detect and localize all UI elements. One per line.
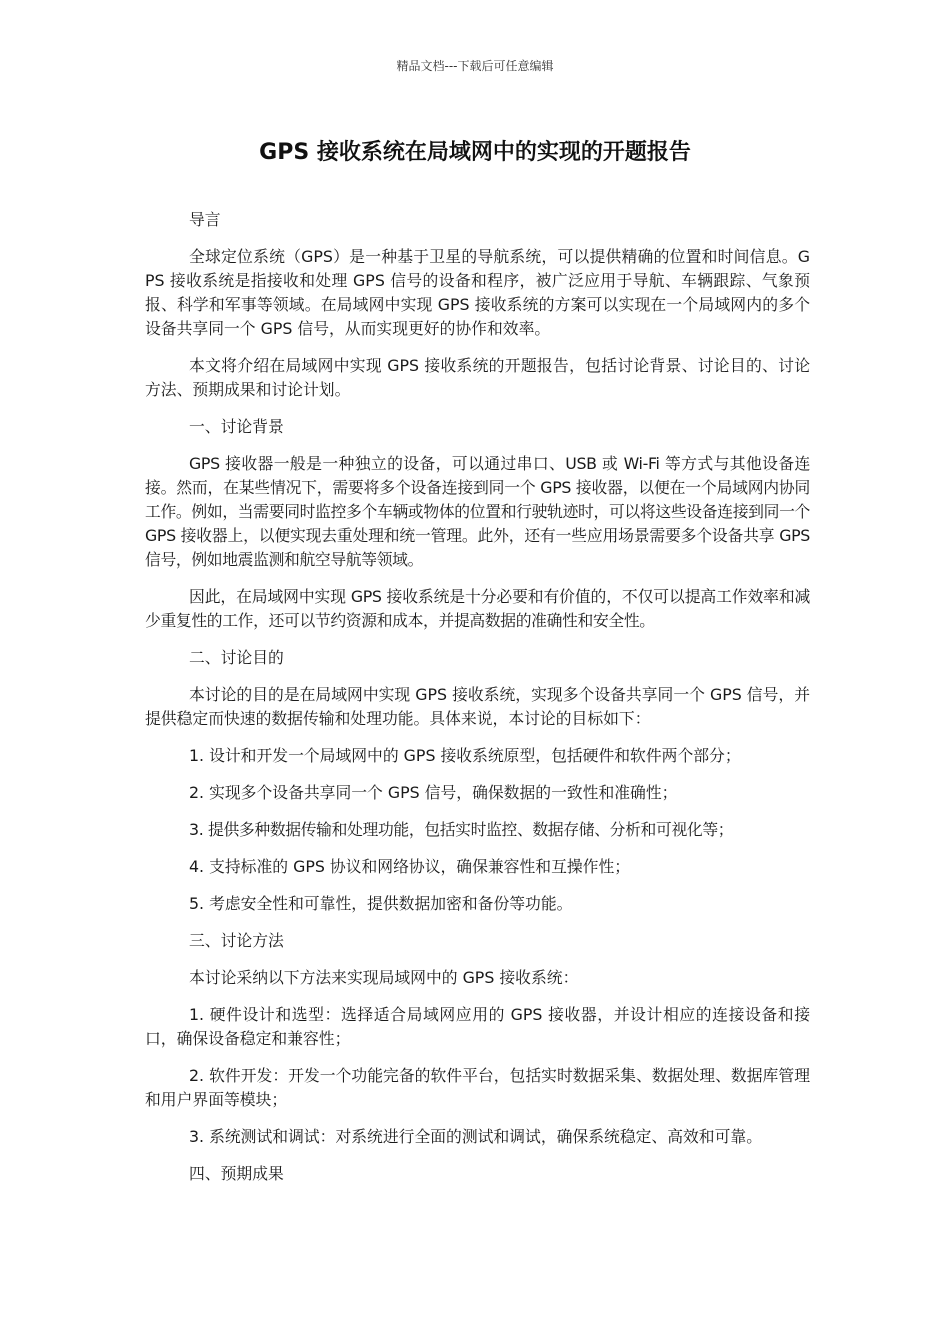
list-item-method-2: 2. 软件开发：开发一个功能完备的软件平台，包括实时数据采集、数据处理、数据库管理和用户界面等模块； [145, 1066, 810, 1109]
list-item-method-1: 1. 硬件设计和选型：选择适合局域网应用的 GPS 接收器，并设计相应的连接设备和接口，确保设备稳定和兼容性； [145, 1005, 810, 1048]
paragraph-background: GPS 接收器一般是一种独立的设备，可以通过串口、USB 或 Wi-Fi 等方式与其他设备连接。然而，在某些情况下，需要将多个设备连接到同一个 GPS 接收器，以便在一个局域网内协同工作。例如，当需要同时监控多个车辆或物体的位置和行驶轨迹时，可以将这些设备连接到同一个 GPS 接收器上，以便实现去重处理和统一管理。此外，还有一些应用场景需要多个设备共享 GPS 信号，例如地震监测和航空导航等领域。 [145, 454, 810, 569]
page-header: 精品文档---下载后可任意编辑 [396, 59, 554, 73]
section-heading-purpose: 二、讨论目的 [189, 648, 284, 667]
list-item-goal-2: 2. 实现多个设备共享同一个 GPS 信号，确保数据的一致性和准确性； [189, 783, 678, 802]
list-item-goal-4: 4. 支持标准的 GPS 协议和网络协议，确保兼容性和互操作性； [189, 857, 631, 876]
paragraph-intro-outline: 本文将介绍在局域网中实现 GPS 接收系统的开题报告，包括讨论背景、讨论目的、讨论方法、预期成果和讨论计划。 [145, 356, 810, 399]
document-body [145, 208, 810, 1199]
section-heading-expected-results: 四、预期成果 [189, 1164, 284, 1183]
paragraph-purpose: 本讨论的目的是在局域网中实现 GPS 接收系统，实现多个设备共享同一个 GPS 信号，并提供稳定而快速的数据传输和处理功能。具体来说，本讨论的目标如下： [145, 685, 810, 728]
paragraph-background-conclusion: 因此，在局域网中实现 GPS 接收系统是十分必要和有价值的，不仅可以提高工作效率和减少重复性的工作，还可以节约资源和成本，并提高数据的准确性和安全性。 [145, 587, 810, 630]
list-item-method-3: 3. 系统测试和调试：对系统进行全面的测试和调试，确保系统稳定、高效和可靠。 [189, 1127, 762, 1146]
list-item-goal-3: 3. 提供多种数据传输和处理功能，包括实时监控、数据存储、分析和可视化等； [189, 820, 734, 839]
list-item-goal-5: 5. 考虑安全性和可靠性，提供数据加密和备份等功能。 [189, 894, 573, 913]
document-title: GPS 接收系统在局域网中的实现的开题报告 [259, 140, 691, 165]
list-item-goal-1: 1. 设计和开发一个局域网中的 GPS 接收系统原型，包括硬件和软件两个部分； [189, 746, 741, 765]
paragraph-intro-heading: 导言 [189, 210, 221, 229]
paragraph-methods: 本讨论采纳以下方法来实现局域网中的 GPS 接收系统： [189, 968, 579, 987]
section-heading-methods: 三、讨论方法 [189, 931, 284, 950]
paragraph-intro-gps: 全球定位系统（GPS）是一种基于卫星的导航系统，可以提供精确的位置和时间信息。GPS 接收系统是指接收和处理 GPS 信号的设备和程序，被广泛应用于导航、车辆跟踪、气象预报、科学和军事等领域。在局域网中实现 GPS 接收系统的方案可以实现在一个局域网内的多个设备共享同一个 GPS 信号，从而实现更好的协作和效率。 [145, 247, 810, 338]
section-heading-background: 一、讨论背景 [189, 417, 284, 436]
